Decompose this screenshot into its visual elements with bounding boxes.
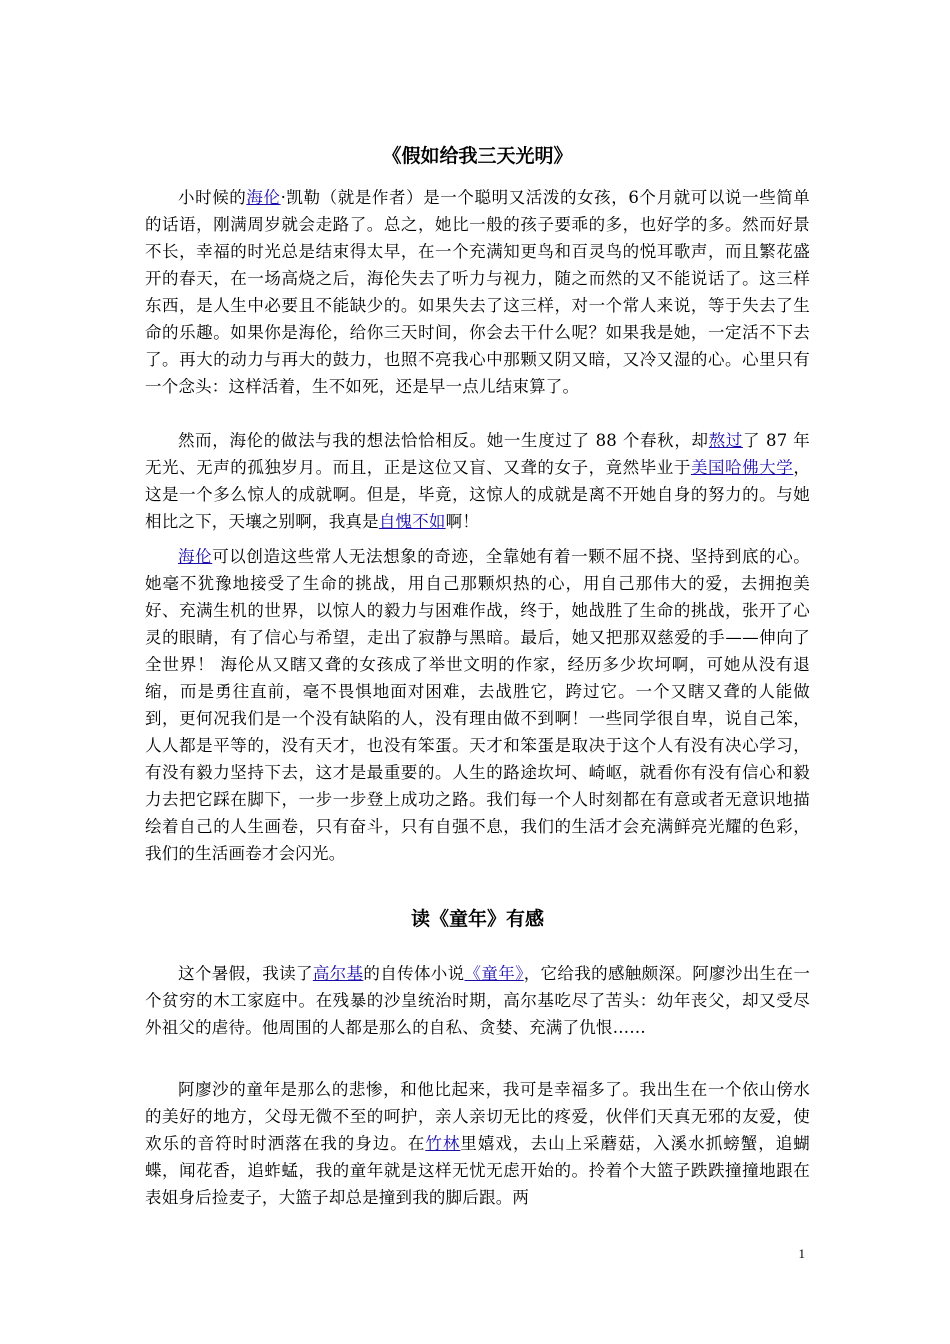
hyperlink[interactable]: 美国哈佛大学: [690, 458, 794, 477]
hyperlink[interactable]: 竹林: [425, 1134, 461, 1153]
text-run: 可以创造这些常人无法想象的奇迹，全靠她有着一颗不屈不挠、坚持到底的心。她毫不犹豫地接受了生命的挑战，用自己那颗炽热的心，用自己那伟大的爱，去拥抱美好、充满生机的世界，以惊人的毅力与困难作战，终于，她战胜了生命的挑战，张开了心灵的眼睛，有了信心与希望，走出了寂静与黑暗。最后，她又把那双慈爱的手——伸向了全世界！ 海伦从又瞎又聋的女孩成了举世文明的作家，经历多少坎坷啊，可她从没有退缩，而是勇往直前，毫不畏惧地面对困难，去战胜它，跨过它。一个又瞎又聋的人能做到，更何况我们是一个没有缺陷的人，没有理由做不到啊！一些同学很自卑，说自己笨，人人都是平等的，没有天才，也没有笨蛋。天才和笨蛋是取决于这个人有没有决心学习，有没有毅力坚持下去，这才是最重要的。人生的路途坎坷、崎岖，就看你有没有信心和毅力去把它踩在脚下，一步一步登上成功之路。我们每一个人时刻都在有意或者无意识地描绘着自己的人生画卷，只有奋斗，只有自强不息，我们的生活才会充满鲜亮光耀的色彩，我们的生活画卷才会闪光。: [145, 547, 810, 863]
article-2-paragraph-1: [145, 960, 810, 1041]
text-run: 的自传体小说: [363, 964, 465, 983]
article-1-paragraph-1: [145, 184, 810, 400]
page-number: 1: [798, 1246, 805, 1261]
text-run: 然而，海伦的做法与我的想法恰恰相反。她一生度过了 88 个春秋，却: [178, 431, 709, 450]
text-run: 这个暑假，我读了: [178, 964, 313, 983]
text-run: 了 87 年无光、无声的孤独岁月。而且，正是这位又盲、又聋的女子，竟然毕业于: [145, 431, 810, 477]
text-run: 小时候的: [178, 188, 247, 207]
hyperlink[interactable]: 熬过: [708, 431, 743, 450]
hyperlink[interactable]: 自愧不如: [378, 512, 446, 531]
text-run: ·凯勒（就是作者）是一个聪明又活泼的女孩，6个月就可以说一些简单的话语，刚满周岁就会走路了。总之，她比一般的孩子要乖的多，也好学的多。然而好景不长，幸福的时光总是结束得太早，在一个充满知更鸟和百灵鸟的悦耳歌声，而且繁花盛开的春天，在一场高烧之后，海伦失去了听力与视力，随之而然的又不能说话了。这三样东西，是人生中必要且不能缺少的。如果失去了这三样，对一个常人来说，等于失去了生命的乐趣。如果你是海伦，给你三天时间，你会去干什么呢？如果我是她，一定活不下去了。再大的动力与再大的鼓力，也照不亮我心中那颗又阴又暗，又冷又湿的心。心里只有一个念头：这样活着，生不如死，还是早一点儿结束算了。: [145, 188, 810, 396]
text-run: 里嬉戏，去山上采蘑菇，入溪水抓螃蟹，追蝴蝶，闻花香，追蚱蜢，我的童年就是这样无忧无虑开始的。拎着个大篮子跌跌撞撞地跟在表姐身后捡麦子，大篮子却总是撞到我的脚后跟。两: [145, 1134, 810, 1207]
article-2-title: 读《童年》有感: [410, 908, 544, 930]
article-2-paragraph-2: [145, 1076, 810, 1211]
hyperlink[interactable]: 海伦: [246, 188, 281, 207]
text-run: ，这是一个多么惊人的成就啊。但是，毕竟，这惊人的成就是离不开她自身的努力的。与她相比之下，天壤之别啊，我真是: [145, 458, 811, 531]
text-run: 阿廖沙的童年是那么的悲惨，和他比起来，我可是幸福多了。我出生在一个依山傍水的美好的地方，父母无微不至的呵护，亲人亲切无比的疼爱，伙伴们天真无邪的友爱，使欢乐的音符时时洒落在我的身边。在: [145, 1080, 810, 1153]
hyperlink[interactable]: 《童年》: [464, 964, 524, 983]
article-1-paragraph-2: [145, 427, 810, 535]
article-1-paragraph-3: [145, 543, 810, 867]
text-run: 啊！: [445, 512, 480, 531]
hyperlink[interactable]: 海伦: [178, 547, 213, 566]
hyperlink[interactable]: 高尔基: [312, 964, 364, 983]
text-run: ，它给我的感触颇深。阿廖沙出生在一个贫穷的木工家庭中。在残暴的沙皇统治时期，高尔基吃尽了苦头：幼年丧父，却又受尽外祖父的虐待。他周围的人都是那么的自私、贪婪、充满了仇恨……: [145, 964, 811, 1037]
article-1-title: 《假如给我三天光明》: [382, 145, 573, 167]
